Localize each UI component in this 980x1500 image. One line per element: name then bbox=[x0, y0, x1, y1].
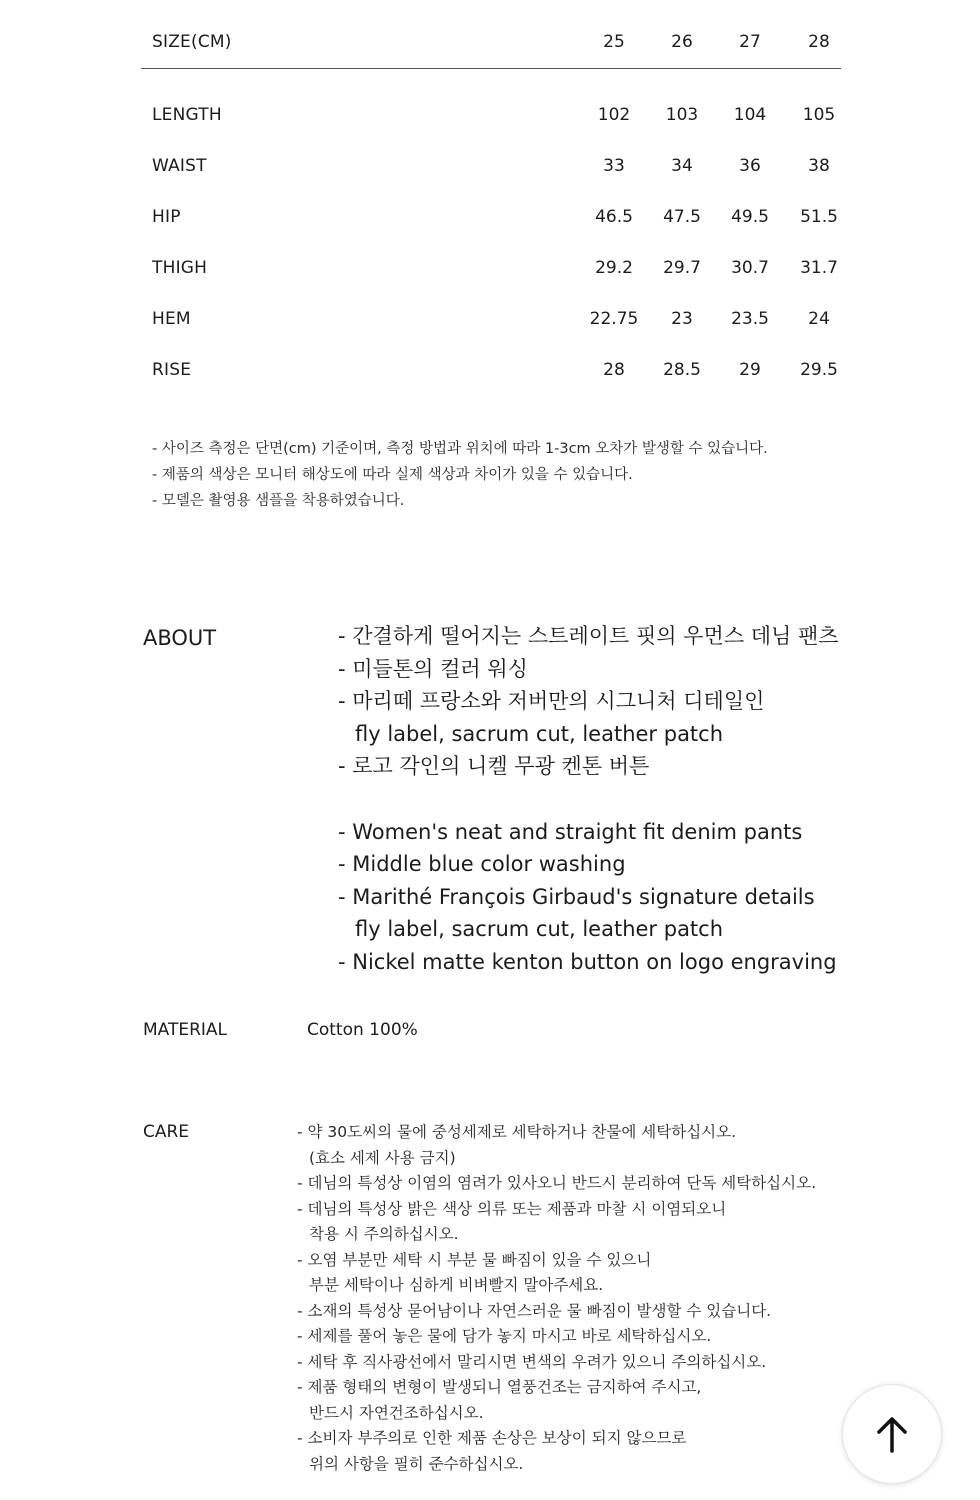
care-line: - 데님의 특성상 밝은 색상 의류 또는 제품과 마찰 시 이염되오니 bbox=[297, 1199, 727, 1218]
table-cell: 23 bbox=[671, 309, 693, 329]
note-line: - 사이즈 측정은 단면(cm) 기준이며, 측정 방법과 위치에 따라 1-3cm 오차가 발생할 수 있습니다. bbox=[152, 441, 768, 457]
table-cell: 105 bbox=[802, 105, 836, 125]
care-label: CARE bbox=[143, 1122, 190, 1142]
row-label: RISE bbox=[152, 360, 192, 380]
table-cell: 33 bbox=[603, 156, 625, 176]
about-line: - 간결하게 떨어지는 스트레이트 핏의 우먼스 데님 팬츠 bbox=[338, 624, 839, 648]
table-cell: 49.5 bbox=[731, 207, 769, 227]
table-cell: 29 bbox=[739, 360, 761, 380]
table-cell: 51.5 bbox=[800, 207, 838, 227]
care-line: - 소비자 부주의로 인한 제품 손상은 보상이 되지 않으므로 bbox=[297, 1429, 687, 1447]
table-cell: 46.5 bbox=[595, 207, 633, 227]
care-line: - 세제를 풀어 놓은 물에 담가 놓지 마시고 바로 세탁하십시오. bbox=[297, 1327, 712, 1345]
care-line: 반드시 자연건조하십시오. bbox=[309, 1403, 484, 1422]
table-cell: 47.5 bbox=[663, 207, 701, 227]
table-row bbox=[141, 295, 841, 346]
care-line: - 제품 형태의 변형이 발생되니 열풍건조는 금지하여 주시고, bbox=[297, 1378, 702, 1396]
row-label: HEM bbox=[152, 309, 191, 329]
arrow-up-icon bbox=[874, 1414, 910, 1454]
table-cell: 29.5 bbox=[800, 360, 838, 380]
spacer bbox=[338, 783, 858, 816]
scroll-to-top-button[interactable] bbox=[842, 1384, 942, 1484]
table-cell: 103 bbox=[665, 105, 699, 125]
table-row bbox=[141, 193, 841, 244]
row-label: WAIST bbox=[152, 156, 207, 176]
table-cell: 29.7 bbox=[663, 258, 701, 278]
table-row bbox=[141, 346, 841, 397]
about-line: - 로고 각인의 니켈 무광 켄톤 버튼 bbox=[338, 754, 650, 778]
material-value: Cotton 100% bbox=[307, 1020, 418, 1040]
about-line: - Nickel matte kenton button on logo engraving bbox=[338, 949, 837, 974]
table-cell: 30.7 bbox=[731, 258, 769, 278]
table-cell: 29.2 bbox=[595, 258, 633, 278]
about-line: fly label, sacrum cut, leather patch bbox=[355, 917, 724, 941]
about-line: - 미들톤의 컬러 워싱 bbox=[338, 656, 528, 681]
about-line: - Middle blue color washing bbox=[338, 852, 626, 876]
size-header-28: 28 bbox=[808, 32, 830, 52]
note-line: - 모델은 촬영용 샘플을 착용하였습니다. bbox=[152, 493, 405, 509]
table-row bbox=[141, 91, 841, 142]
size-table bbox=[141, 22, 841, 397]
about-line: - 마리떼 프랑소와 저버만의 시그니처 디테일인 bbox=[338, 689, 765, 713]
care-line: - 약 30도씨의 물에 중성세제로 세탁하거나 찬물에 세탁하십시오. bbox=[297, 1123, 737, 1141]
size-table-body bbox=[141, 69, 841, 397]
size-table-header bbox=[141, 22, 841, 69]
material-label: MATERIAL bbox=[143, 1020, 228, 1040]
table-cell: 31.7 bbox=[800, 258, 838, 278]
about-line: fly label, sacrum cut, leather patch bbox=[355, 721, 724, 746]
care-line: (효소 세제 사용 금지) bbox=[309, 1148, 456, 1167]
row-label: HIP bbox=[152, 207, 181, 227]
size-header-25: 25 bbox=[603, 32, 625, 52]
table-cell: 104 bbox=[733, 105, 767, 125]
table-row bbox=[141, 244, 841, 295]
table-cell: 36 bbox=[739, 156, 761, 176]
table-cell: 28 bbox=[603, 360, 625, 380]
about-line: - Marithé François Girbaud's signature details bbox=[338, 884, 815, 909]
size-header-label: SIZE(CM) bbox=[152, 32, 232, 52]
note-line: - 제품의 색상은 모니터 해상도에 따라 실제 색상과 차이가 있을 수 있습니다. bbox=[152, 467, 633, 483]
about-description bbox=[338, 620, 858, 978]
table-cell: 34 bbox=[671, 156, 693, 176]
table-cell: 22.75 bbox=[589, 309, 639, 329]
care-instructions bbox=[297, 1120, 857, 1477]
about-label: ABOUT bbox=[143, 626, 217, 650]
table-cell: 23.5 bbox=[731, 309, 769, 329]
row-label: LENGTH bbox=[152, 105, 222, 125]
about-line: - Women's neat and straight fit denim pants bbox=[338, 819, 803, 844]
row-label: THIGH bbox=[152, 258, 208, 278]
table-row bbox=[141, 142, 841, 193]
size-notes bbox=[152, 436, 852, 514]
care-line: - 데님의 특성상 이염의 염려가 있사오니 반드시 분리하여 단독 세탁하십시오. bbox=[297, 1174, 817, 1192]
size-header-26: 26 bbox=[671, 32, 693, 52]
care-line: - 세탁 후 직사광선에서 말리시면 변색의 우려가 있으니 주의하십시오. bbox=[297, 1352, 767, 1371]
care-line: 부분 세탁이나 심하게 비벼빨지 말아주세요. bbox=[309, 1276, 604, 1294]
table-cell: 102 bbox=[597, 105, 631, 125]
table-cell: 24 bbox=[808, 309, 830, 329]
table-cell: 28.5 bbox=[663, 360, 701, 380]
care-line: - 오염 부분만 세탁 시 부분 물 빠짐이 있을 수 있으니 bbox=[297, 1250, 652, 1269]
table-cell: 38 bbox=[808, 156, 830, 176]
care-line: 위의 사항을 필히 준수하십시오. bbox=[309, 1454, 524, 1473]
size-header-27: 27 bbox=[739, 32, 761, 52]
care-line: - 소재의 특성상 묻어남이나 자연스러운 물 빠짐이 발생할 수 있습니다. bbox=[297, 1301, 772, 1320]
care-line: 착용 시 주의하십시오. bbox=[309, 1225, 459, 1243]
